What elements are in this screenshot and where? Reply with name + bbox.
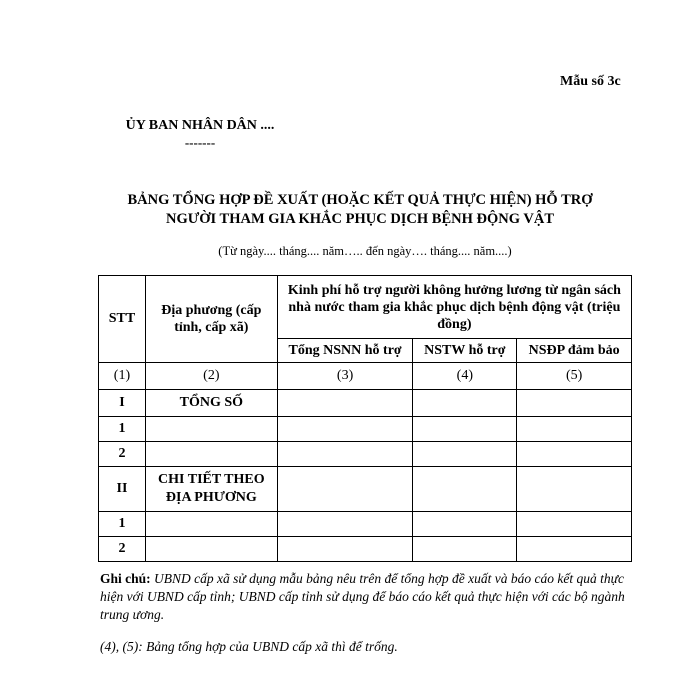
title-line-2: NGƯỜI THAM GIA KHẮC PHỤC DỊCH BỆNH ĐỘNG VẬT bbox=[165, 211, 555, 227]
row-name bbox=[145, 442, 277, 467]
cell-central bbox=[413, 417, 517, 442]
row-stt: 2 bbox=[99, 442, 146, 467]
cell-total bbox=[277, 442, 413, 467]
header-local-support: NSĐP đảm bảo bbox=[517, 339, 632, 363]
table-row bbox=[99, 512, 632, 537]
cell-central bbox=[413, 512, 517, 537]
row-name bbox=[145, 512, 277, 537]
cell-total bbox=[277, 467, 413, 512]
summary-table bbox=[98, 275, 632, 562]
cell-total bbox=[277, 537, 413, 562]
row-name: CHI TIẾT THEO ĐỊA PHƯƠNG bbox=[145, 467, 277, 512]
index-cell: (1) bbox=[99, 363, 146, 390]
cell-local bbox=[517, 417, 632, 442]
row-name: TỔNG SỐ bbox=[145, 390, 277, 417]
cell-local bbox=[517, 512, 632, 537]
organization-underline: ------- bbox=[184, 135, 216, 150]
table-row bbox=[99, 467, 632, 512]
cell-total bbox=[277, 512, 413, 537]
row-stt: 1 bbox=[99, 512, 146, 537]
organization-name: ỦY BAN NHÂN DÂN .... bbox=[125, 118, 275, 133]
cell-central bbox=[413, 442, 517, 467]
notes-paragraph bbox=[100, 570, 635, 624]
header-central-support: NSTW hỗ trợ bbox=[413, 339, 517, 363]
notes-columns: (4), (5): Bảng tổng hợp của UBND cấp xã thì để trống. bbox=[100, 639, 398, 654]
reporting-period: (Từ ngày.... tháng.... năm….. đến ngày…. tháng.... năm....) bbox=[218, 244, 512, 258]
cell-total bbox=[277, 417, 413, 442]
index-cell: (3) bbox=[277, 363, 413, 390]
notes-label: Ghi chú: bbox=[100, 571, 151, 586]
index-cell: (5) bbox=[517, 363, 632, 390]
cell-total bbox=[277, 390, 413, 417]
table-row bbox=[99, 537, 632, 562]
cell-local bbox=[517, 442, 632, 467]
table-row bbox=[99, 390, 632, 417]
row-stt: I bbox=[99, 390, 146, 417]
notes-text: UBND cấp xã sử dụng mẫu bảng nêu trên để tổng hợp đề xuất và báo cáo kết quả thực hiện với UBND cấp tỉnh; UBND cấp tỉnh sử dụng để báo cáo kết quả thực hiện với các bộ ngành trung ương. bbox=[100, 571, 625, 622]
header-funding-group: Kinh phí hỗ trợ người không hưởng lương từ ngân sách nhà nước tham gia khắc phục dịch bệnh động vật (triệu đồng) bbox=[277, 276, 631, 339]
index-cell: (4) bbox=[413, 363, 517, 390]
header-stt: STT bbox=[99, 276, 146, 363]
cell-central bbox=[413, 467, 517, 512]
cell-central bbox=[413, 390, 517, 417]
cell-central bbox=[413, 537, 517, 562]
cell-local bbox=[517, 537, 632, 562]
index-cell: (2) bbox=[145, 363, 277, 390]
table-row bbox=[99, 417, 632, 442]
row-name bbox=[145, 537, 277, 562]
header-locality: Địa phương (cấp tỉnh, cấp xã) bbox=[145, 276, 277, 363]
form-number: Mẫu số 3c bbox=[560, 74, 621, 89]
cell-local bbox=[517, 390, 632, 417]
index-row bbox=[99, 363, 632, 390]
cell-local bbox=[517, 467, 632, 512]
row-stt: 1 bbox=[99, 417, 146, 442]
document-title bbox=[80, 191, 640, 229]
row-stt: II bbox=[99, 467, 146, 512]
title-line-1: BẢNG TỔNG HỢP ĐỀ XUẤT (HOẶC KẾT QUẢ THỰC HIỆN) HỖ TRỢ bbox=[127, 192, 593, 208]
header-total-support: Tổng NSNN hỗ trợ bbox=[277, 339, 413, 363]
row-name bbox=[145, 417, 277, 442]
row-stt: 2 bbox=[99, 537, 146, 562]
header-row-1 bbox=[99, 276, 632, 339]
table-row bbox=[99, 442, 632, 467]
